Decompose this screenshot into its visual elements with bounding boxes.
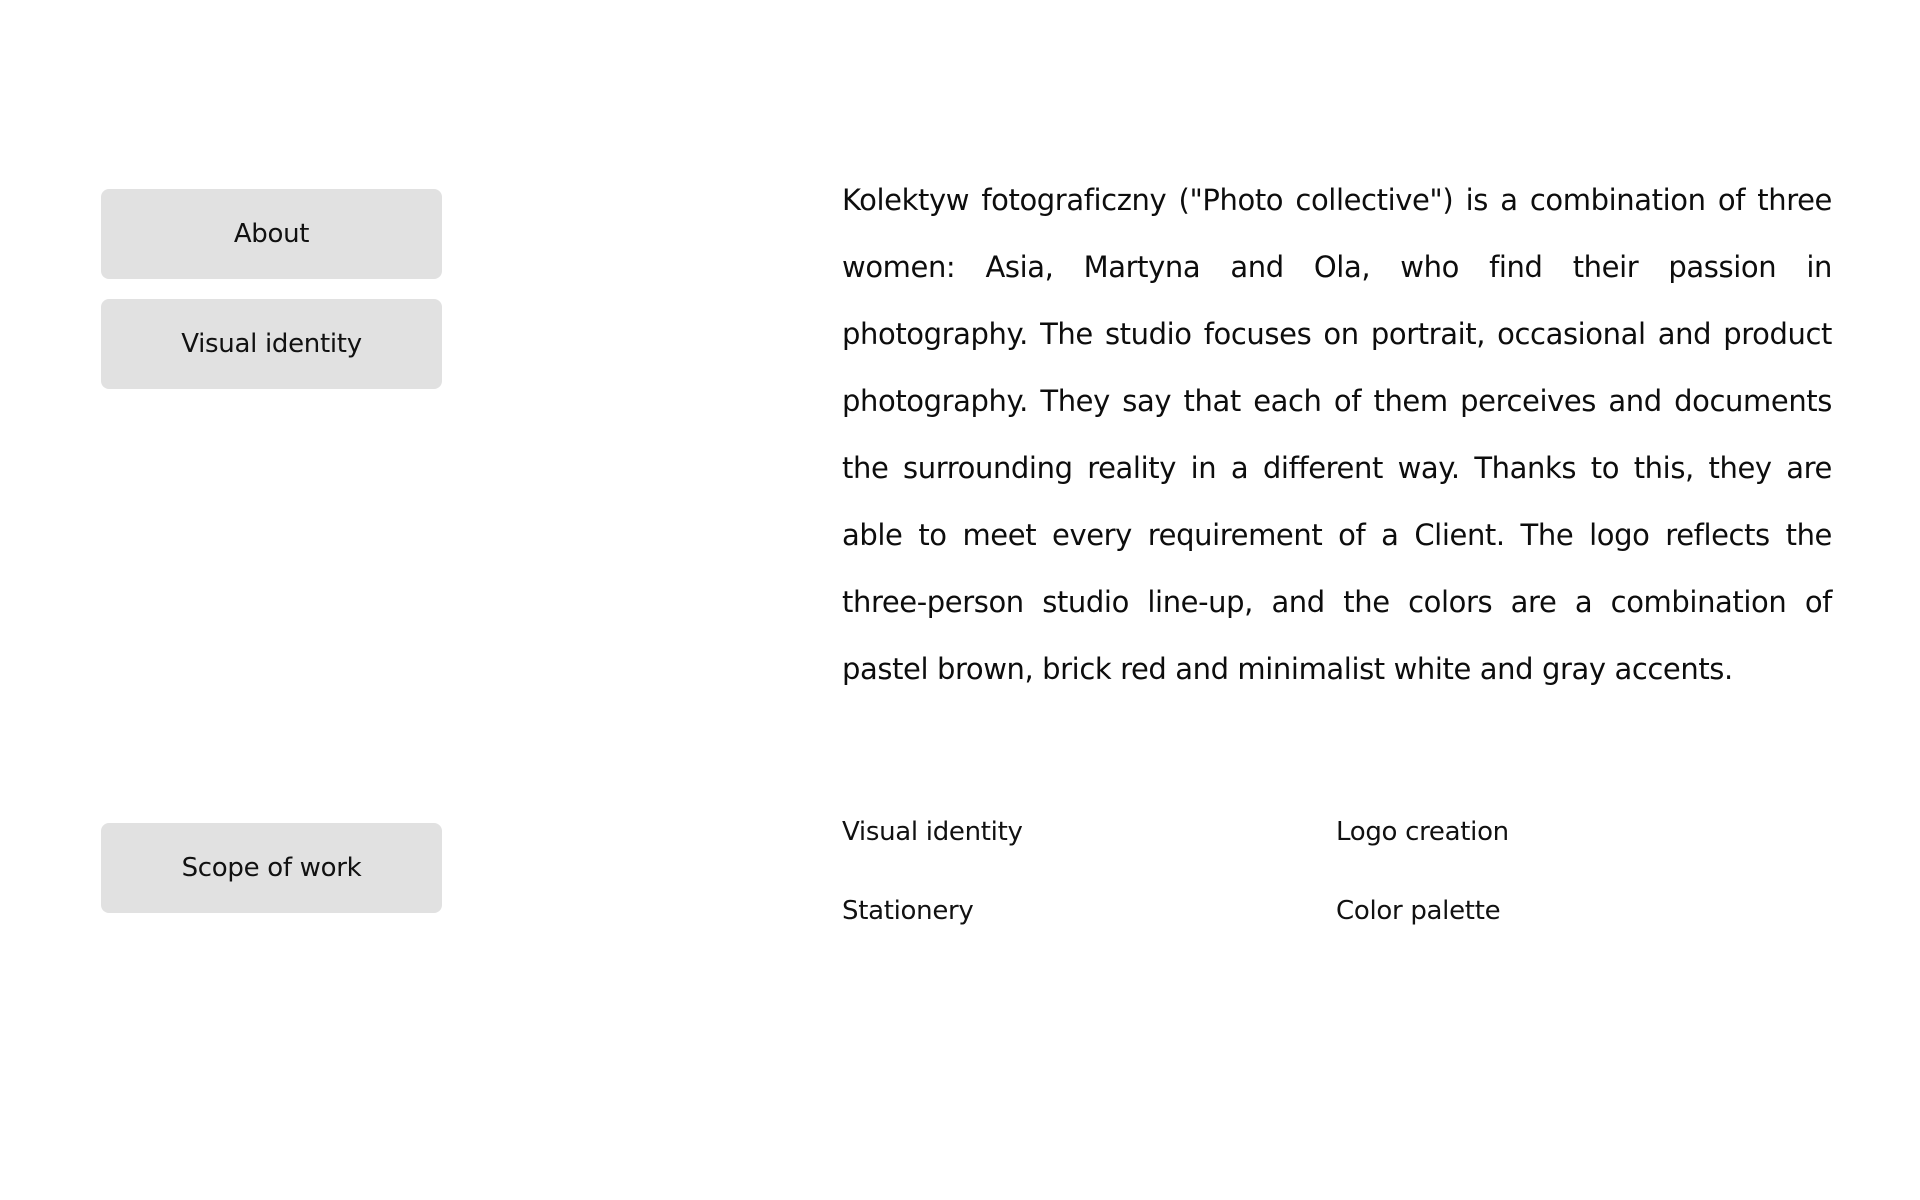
- visual-identity-button-label: Visual identity: [181, 329, 362, 359]
- scope-of-work-list: [842, 808, 1832, 966]
- scope-item-visual-identity: Visual identity: [842, 817, 1023, 847]
- visual-identity-button[interactable]: [101, 299, 442, 389]
- scope-item-color-palette: Color palette: [1336, 896, 1501, 926]
- about-button[interactable]: [101, 189, 442, 279]
- about-button-label: About: [233, 219, 310, 249]
- scope-item-logo-creation: Logo creation: [1336, 817, 1509, 847]
- scope-of-work-button[interactable]: [101, 823, 442, 913]
- about-description: Kolektyw fotograficzny ("Photo collective") is a combination of three women: Asia, Martyna and Ola, who find their passion in photography. The studio focuses on portrait, occasional and product photography. They say that each of them perceives and documents the surrounding reality in a different way. Thanks to this, they are able to meet every requirement of a Client. The logo reflects the three-person studio line-up, and the colors are a combination of pastel brown, brick red and minimalist white and gray accents.: [842, 183, 1832, 686]
- scope-item-stationery: Stationery: [842, 896, 974, 926]
- scope-of-work-button-label: Scope of work: [181, 853, 362, 883]
